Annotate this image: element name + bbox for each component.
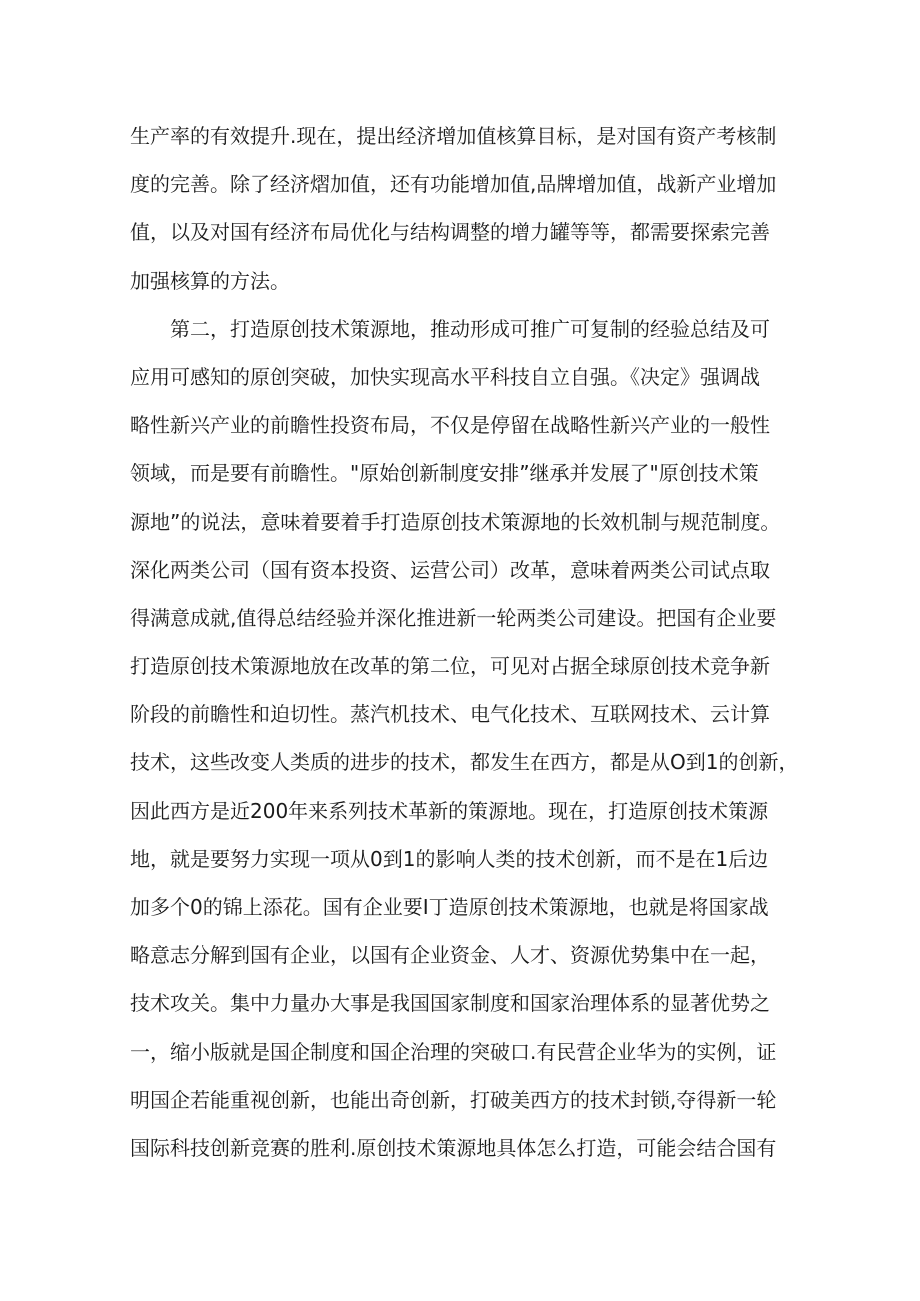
text-line: 领域，而是要有前瞻性。"原始创新制度安排”继承并发展了"原创技术策: [130, 461, 759, 486]
text-line: 阶段的前瞻性和迫切性。蒸汽机技术、电气化技术、互联网技术、云计算: [130, 702, 770, 727]
text-line: 打造原创技术策源地放在改革的第二位，可见对占据全球原创技术竞争新: [130, 654, 770, 679]
text-line: 加强核算的方法。: [130, 268, 290, 293]
text-line: 略性新兴产业的前瞻性投资布局，不仅是停留在战略性新兴产业的一般性: [130, 413, 770, 438]
text-line: 一，缩小版就是国企制度和国企治理的突破口.有民营企业华为的实例，证: [130, 1039, 777, 1064]
text-line: 生产率的有效提升.现在，提出经济增加值核算目标，是对国有资产考核制: [130, 124, 777, 148]
text-line: 地，就是要努力实现一项从0到1的影响人类的技术创新，而不是在1后边: [130, 846, 769, 871]
text-line: 源地”的说法，意味着要着手打造原创技术策源地的长效机制与规范制度。: [130, 509, 781, 534]
text-line: 技术，这些改变人类质的进步的技术，都发生在西方，都是从O到1的创新，: [130, 750, 799, 775]
text-line: 加多个0的锦上添花。国有企业要I丁造原创技术策源地，也就是将国家战: [130, 895, 769, 919]
text-line: 值，以及对国有经济布局优化与结构调整的增力罐等等，都需要探索完善: [130, 220, 770, 245]
text-line: 因此西方是近200年来系列技术革新的策源地。现在，打造原创技术策源: [130, 798, 769, 823]
text-line: 国际科技创新竞赛的胜利.原创技术策源地具体怎么打造，可能会结合国有: [130, 1135, 777, 1160]
paragraph-first-line: 第二，打造原创技术策源地，推动形成可推广可复制的经验总结及可: [170, 316, 770, 341]
body-text: [130, 112, 799, 1172]
text-line: 技术攻关。集中力量办大事是我国国家制度和国家治理体系的显著优势之: [130, 991, 770, 1016]
text-line: 明国企若能重视创新，也能出奇创新，打破美西方的技术封锁,夺得新一轮: [130, 1087, 777, 1112]
text-line: 得满意成就,值得总结经验并深化推进新一轮两类公司建设。把国有企业要: [130, 605, 777, 630]
text-line: 略意志分解到国有企业，以国有企业资金、人才、资源优势集中在一起，: [130, 943, 770, 968]
text-line: 深化两类公司（国有资本投资、运营公司）改革，意味着两类公司试点取: [130, 557, 770, 582]
text-line: 应用可感知的原创突破，加快实现高水平科技自立自强。《决定》强调战: [130, 364, 760, 389]
text-line: 度的完善。除了经济熠加值，还有功能增加值,品牌增加值，战新产业增加: [130, 172, 777, 197]
